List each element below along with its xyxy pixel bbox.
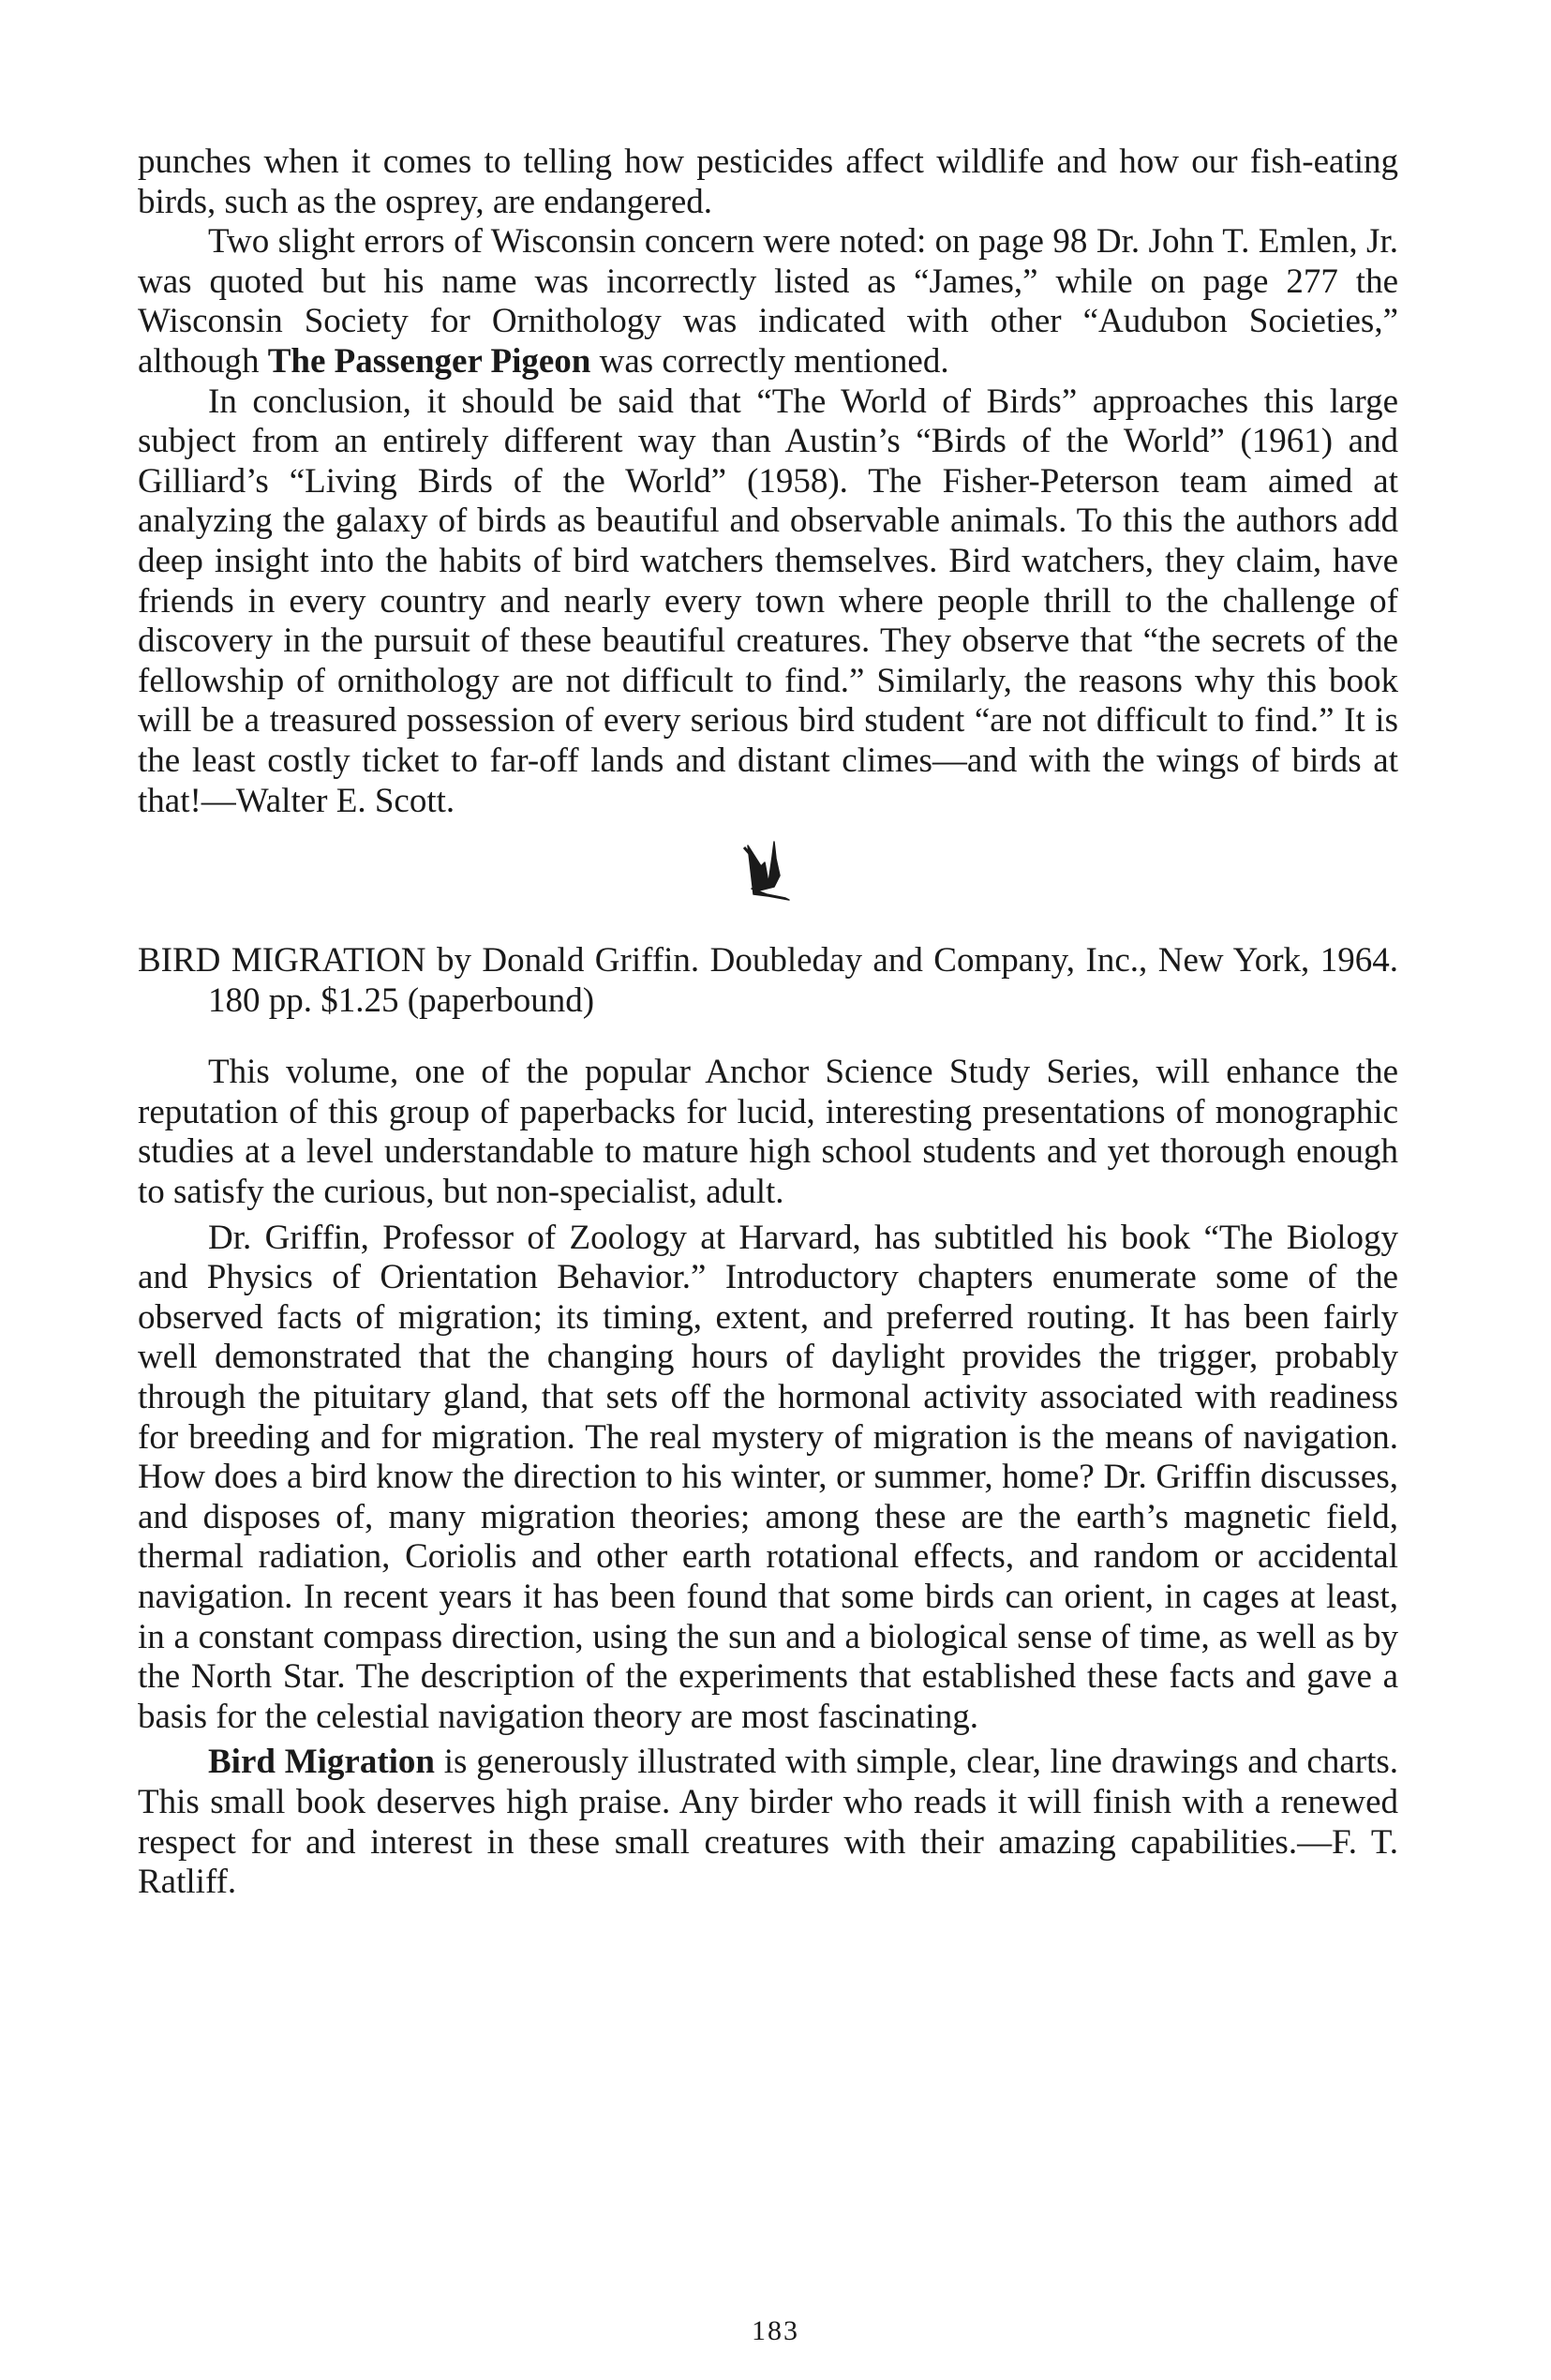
review1-p3-text: In conclusion, it should be said that “The World of Birds” approaches this large subject from an entirely different way than Austin’s “Birds of the World” (1961) and Gilliard’s “Living Birds of the World” (1958). The Fisher-Peterson team aimed at analyzing the galaxy of birds as beautiful and observable animals. To this the authors add deep insight into the habits of bird watchers themselves. Bird watchers, they claim, have friends in every country and nearly every town where people thrill to the challenge of discovery in the pursuit of these beautiful creatures. They observe that “the secrets of the fellowship of ornithology are not difficult to find.” Similarly, the reasons why this book will be a treasured possession of every serious bird student “are not difficult to find.” It is the least costly ticket to far-off lands and distant climes—and with the wings of birds at that!—Walter E. Scott. [138,382,1398,820]
book-title: Bird Migration [208,1743,436,1782]
review1-paragraph-1 [138,142,1398,222]
review2-paragraph-1 [138,1053,1398,1212]
review2-p1-text: This volume, one of the popular Anchor Science Study Series, will enhance the reputation of this group of paperbacks for lucid, interesting presentations of monographic studies at a level understandable to mature high school students and yet thorough enough to satisfy the curious, but non-specialist, adult. [138,1053,1398,1212]
review1-p2-end: was correctly mentioned. [599,341,949,381]
section-divider [138,838,1398,913]
review2-heading-text: BIRD MIGRATION by Donald Griffin. Doubleday and Company, Inc., New York, 1964. 180 pp. $1.25 (paperbound) [138,941,1398,1020]
review2-p3-text: is generously illustrated with simple, clear, line drawings and charts. This small book deserves high praise. Any birder who reads it will finish with a renewed respect for and interest in these small creatures with their amazing capabilities.—F. T. Ratliff. [138,1743,1399,1902]
journal-title: The Passenger Pigeon [267,341,591,381]
review2-paragraph-2 [138,1219,1398,1738]
review2-heading [138,941,1398,1021]
review2-paragraph-3 [138,1743,1398,1902]
review1-paragraph-2 [138,222,1398,382]
review1-p2-text: Two slight errors of Wisconsin concern were noted: on page 98 Dr. John T. Emlen, Jr. was quoted but his name was incorrectly listed as “James,” while on page 277 the Wisconsin Society for Ornithology was indicated with other “Audubon Societies,” although [138,222,1398,381]
review2-p2-text: Dr. Griffin, Professor of Zoology at Harvard, has subtitled his book “The Biology and Physics of Orientation Behavior.” Introductory chapters enumerate some of the observed facts of migration; its timing, extent, and preferred routing. It has been fairly well demonstrated that the changing hours of daylight provides the trigger, probably through the pituitary gland, that sets off the hormonal activity associated with readiness for breeding and for migration. The real mystery of migration is the means of navigation. How does a bird know the direction to his winter, or summer, home? Dr. Griffin discusses, and disposes of, many migration theories; among these are the earth’s magnetic field, thermal radiation, Coriolis and other earth rotational effects, and random or accidental navigation. In recent years it has been found that some birds can orient, in cages at least, in a constant compass direction, using the sun and a biological sense of time, as well as by the North Star. The description of the experiments that established these facts and gave a basis for the celestial navigation theory are most fascinating. [138,1218,1398,1736]
review1-paragraph-3 [138,382,1398,822]
review1-p1-text: punches when it comes to telling how pesticides affect wildlife and how our fish-eating birds, such as the osprey, are endangered. [138,142,1398,221]
page-content [138,142,1398,1903]
bird-ornament-icon [740,838,797,904]
page-number: 183 [752,2315,799,2346]
